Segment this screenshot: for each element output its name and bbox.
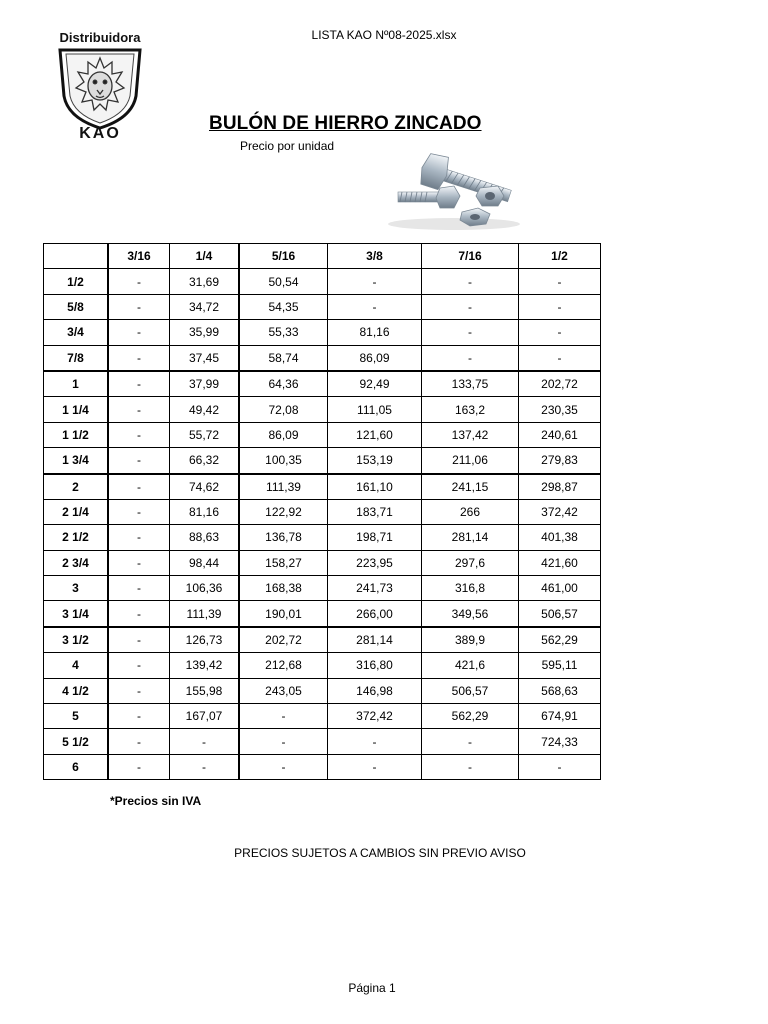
- price-cell: 100,35: [239, 448, 328, 474]
- price-cell: -: [108, 345, 170, 371]
- price-cell: 37,99: [170, 371, 240, 397]
- price-cell: 243,05: [239, 678, 328, 703]
- table-row: [44, 448, 601, 474]
- row-size-label: 1 1/2: [44, 422, 109, 447]
- price-cell: -: [108, 448, 170, 474]
- price-cell: 122,92: [239, 499, 328, 524]
- price-cell: -: [519, 754, 601, 779]
- row-size-label: 7/8: [44, 345, 109, 371]
- price-cell: 349,56: [422, 601, 519, 627]
- price-cell: 202,72: [239, 627, 328, 653]
- price-cell: 212,68: [239, 653, 328, 678]
- row-size-label: 5 1/2: [44, 729, 109, 754]
- price-cell: 161,10: [328, 474, 422, 500]
- row-size-label: 1 1/4: [44, 397, 109, 422]
- price-cell: -: [108, 550, 170, 575]
- row-size-label: 6: [44, 754, 109, 779]
- price-cell: 139,42: [170, 653, 240, 678]
- price-cell: 595,11: [519, 653, 601, 678]
- price-cell: 506,57: [519, 601, 601, 627]
- price-cell: -: [108, 653, 170, 678]
- price-cell: 72,08: [239, 397, 328, 422]
- price-cell: -: [108, 371, 170, 397]
- price-cell: 133,75: [422, 371, 519, 397]
- price-cell: 297,6: [422, 550, 519, 575]
- price-cell: -: [108, 704, 170, 729]
- price-cell: 50,54: [239, 269, 328, 294]
- table-row: [44, 601, 601, 627]
- price-cell: -: [422, 729, 519, 754]
- price-cell: 121,60: [328, 422, 422, 447]
- table-row: [44, 576, 601, 601]
- lion-crest-logo: [52, 28, 148, 140]
- price-cell: -: [108, 422, 170, 447]
- price-cell: 155,98: [170, 678, 240, 703]
- row-size-label: 4: [44, 653, 109, 678]
- price-cell: -: [422, 269, 519, 294]
- price-cell: 562,29: [422, 704, 519, 729]
- table-row: [44, 550, 601, 575]
- row-size-label: 3/4: [44, 320, 109, 345]
- price-cell: -: [170, 729, 240, 754]
- price-cell: 316,8: [422, 576, 519, 601]
- price-cell: -: [108, 397, 170, 422]
- row-size-label: 3: [44, 576, 109, 601]
- price-cell: 421,60: [519, 550, 601, 575]
- table-row: [44, 704, 601, 729]
- page-title: BULÓN DE HIERRO ZINCADO: [209, 113, 482, 134]
- price-cell: -: [170, 754, 240, 779]
- price-cell: 111,39: [170, 601, 240, 627]
- price-cell: 158,27: [239, 550, 328, 575]
- price-cell: 86,09: [328, 345, 422, 371]
- price-cell: 86,09: [239, 422, 328, 447]
- price-cell: -: [328, 269, 422, 294]
- price-cell: 55,33: [239, 320, 328, 345]
- row-size-label: 1/2: [44, 269, 109, 294]
- price-cell: 190,01: [239, 601, 328, 627]
- row-size-label: 2 3/4: [44, 550, 109, 575]
- column-header: 3/8: [328, 244, 422, 269]
- price-cell: 461,00: [519, 576, 601, 601]
- price-cell: -: [328, 729, 422, 754]
- price-cell: -: [108, 269, 170, 294]
- row-size-label: 5/8: [44, 294, 109, 319]
- row-size-label: 2: [44, 474, 109, 500]
- price-cell: 241,73: [328, 576, 422, 601]
- price-cell: 35,99: [170, 320, 240, 345]
- price-cell: 58,74: [239, 345, 328, 371]
- price-cell: 153,19: [328, 448, 422, 474]
- price-cell: 146,98: [328, 678, 422, 703]
- price-cell: -: [108, 320, 170, 345]
- price-cell: -: [519, 345, 601, 371]
- page-number: Página 1: [348, 981, 396, 995]
- price-cell: 279,83: [519, 448, 601, 474]
- price-cell: 49,42: [170, 397, 240, 422]
- table-row: [44, 499, 601, 524]
- price-cell: -: [108, 754, 170, 779]
- bolts-photo: [380, 150, 528, 232]
- table-row: [44, 729, 601, 754]
- table-row: [44, 678, 601, 703]
- column-header: 3/16: [108, 244, 170, 269]
- price-cell: 106,36: [170, 576, 240, 601]
- table-row: [44, 371, 601, 397]
- price-cell: 372,42: [328, 704, 422, 729]
- row-size-label: 2 1/2: [44, 525, 109, 550]
- price-cell: 92,49: [328, 371, 422, 397]
- price-cell: 37,45: [170, 345, 240, 371]
- price-cell: 183,71: [328, 499, 422, 524]
- price-cell: -: [519, 294, 601, 319]
- price-cell: -: [422, 320, 519, 345]
- price-table: [43, 243, 601, 780]
- price-cell: -: [328, 294, 422, 319]
- row-size-label: 3 1/4: [44, 601, 109, 627]
- table-row: [44, 320, 601, 345]
- price-cell: 389,9: [422, 627, 519, 653]
- column-header: [44, 244, 109, 269]
- price-cell: -: [422, 294, 519, 319]
- price-cell: 81,16: [328, 320, 422, 345]
- price-cell: 64,36: [239, 371, 328, 397]
- price-cell: 316,80: [328, 653, 422, 678]
- price-cell: 240,61: [519, 422, 601, 447]
- row-size-label: 4 1/2: [44, 678, 109, 703]
- price-cell: 211,06: [422, 448, 519, 474]
- price-cell: 506,57: [422, 678, 519, 703]
- table-row: [44, 422, 601, 447]
- price-cell: 401,38: [519, 525, 601, 550]
- price-cell: 674,91: [519, 704, 601, 729]
- price-cell: -: [422, 345, 519, 371]
- price-cell: 81,16: [170, 499, 240, 524]
- column-header: 1/2: [519, 244, 601, 269]
- row-size-label: 3 1/2: [44, 627, 109, 653]
- row-size-label: 1: [44, 371, 109, 397]
- column-header: 5/16: [239, 244, 328, 269]
- price-cell: 111,39: [239, 474, 328, 500]
- price-cell: -: [108, 601, 170, 627]
- price-cell: 281,14: [328, 627, 422, 653]
- price-cell: 266,00: [328, 601, 422, 627]
- row-size-label: 5: [44, 704, 109, 729]
- price-cell: 167,07: [170, 704, 240, 729]
- price-cell: -: [519, 269, 601, 294]
- price-cell: 137,42: [422, 422, 519, 447]
- price-cell: -: [108, 576, 170, 601]
- price-cell: 568,63: [519, 678, 601, 703]
- price-cell: 31,69: [170, 269, 240, 294]
- price-cell: 88,63: [170, 525, 240, 550]
- price-cell: -: [328, 754, 422, 779]
- price-cell: 202,72: [519, 371, 601, 397]
- price-cell: -: [422, 754, 519, 779]
- price-cell: -: [519, 320, 601, 345]
- price-cell: 55,72: [170, 422, 240, 447]
- price-cell: 281,14: [422, 525, 519, 550]
- price-cell: -: [108, 678, 170, 703]
- price-cell: -: [108, 525, 170, 550]
- price-cell: -: [239, 754, 328, 779]
- price-change-note: PRECIOS SUJETOS A CAMBIOS SIN PREVIO AVISO: [234, 846, 526, 860]
- price-cell: 168,38: [239, 576, 328, 601]
- price-cell: 126,73: [170, 627, 240, 653]
- price-cell: 230,35: [519, 397, 601, 422]
- price-cell: 136,78: [239, 525, 328, 550]
- column-header: 7/16: [422, 244, 519, 269]
- column-header: 1/4: [170, 244, 240, 269]
- table-row: [44, 397, 601, 422]
- price-cell: 66,32: [170, 448, 240, 474]
- price-cell: 266: [422, 499, 519, 524]
- price-cell: 34,72: [170, 294, 240, 319]
- price-cell: 421,6: [422, 653, 519, 678]
- price-cell: 372,42: [519, 499, 601, 524]
- price-cell: 74,62: [170, 474, 240, 500]
- price-cell: -: [239, 704, 328, 729]
- price-cell: 198,71: [328, 525, 422, 550]
- price-cell: 241,15: [422, 474, 519, 500]
- price-cell: 163,2: [422, 397, 519, 422]
- price-cell: 724,33: [519, 729, 601, 754]
- price-cell: 223,95: [328, 550, 422, 575]
- table-row: [44, 294, 601, 319]
- logo-top-text: Distribuidora: [59, 30, 141, 45]
- price-cell: 298,87: [519, 474, 601, 500]
- price-cell: 98,44: [170, 550, 240, 575]
- table-row: [44, 653, 601, 678]
- table-row: [44, 345, 601, 371]
- table-row: [44, 269, 601, 294]
- page-subtitle: Precio por unidad: [240, 139, 335, 153]
- price-cell: -: [108, 499, 170, 524]
- row-size-label: 2 1/4: [44, 499, 109, 524]
- table-row: [44, 754, 601, 779]
- price-cell: -: [108, 474, 170, 500]
- price-cell: 54,35: [239, 294, 328, 319]
- table-row: [44, 627, 601, 653]
- price-cell: -: [239, 729, 328, 754]
- file-title: LISTA KAO Nº08-2025.xlsx: [311, 28, 457, 42]
- row-size-label: 1 3/4: [44, 448, 109, 474]
- table-row: [44, 474, 601, 500]
- logo-bottom-text: KAO: [79, 125, 121, 140]
- tax-note: *Precios sin IVA: [110, 794, 202, 808]
- price-cell: -: [108, 627, 170, 653]
- table-row: [44, 525, 601, 550]
- price-cell: 111,05: [328, 397, 422, 422]
- price-cell: -: [108, 294, 170, 319]
- table-header-row: [44, 244, 601, 269]
- price-cell: 562,29: [519, 627, 601, 653]
- price-cell: -: [108, 729, 170, 754]
